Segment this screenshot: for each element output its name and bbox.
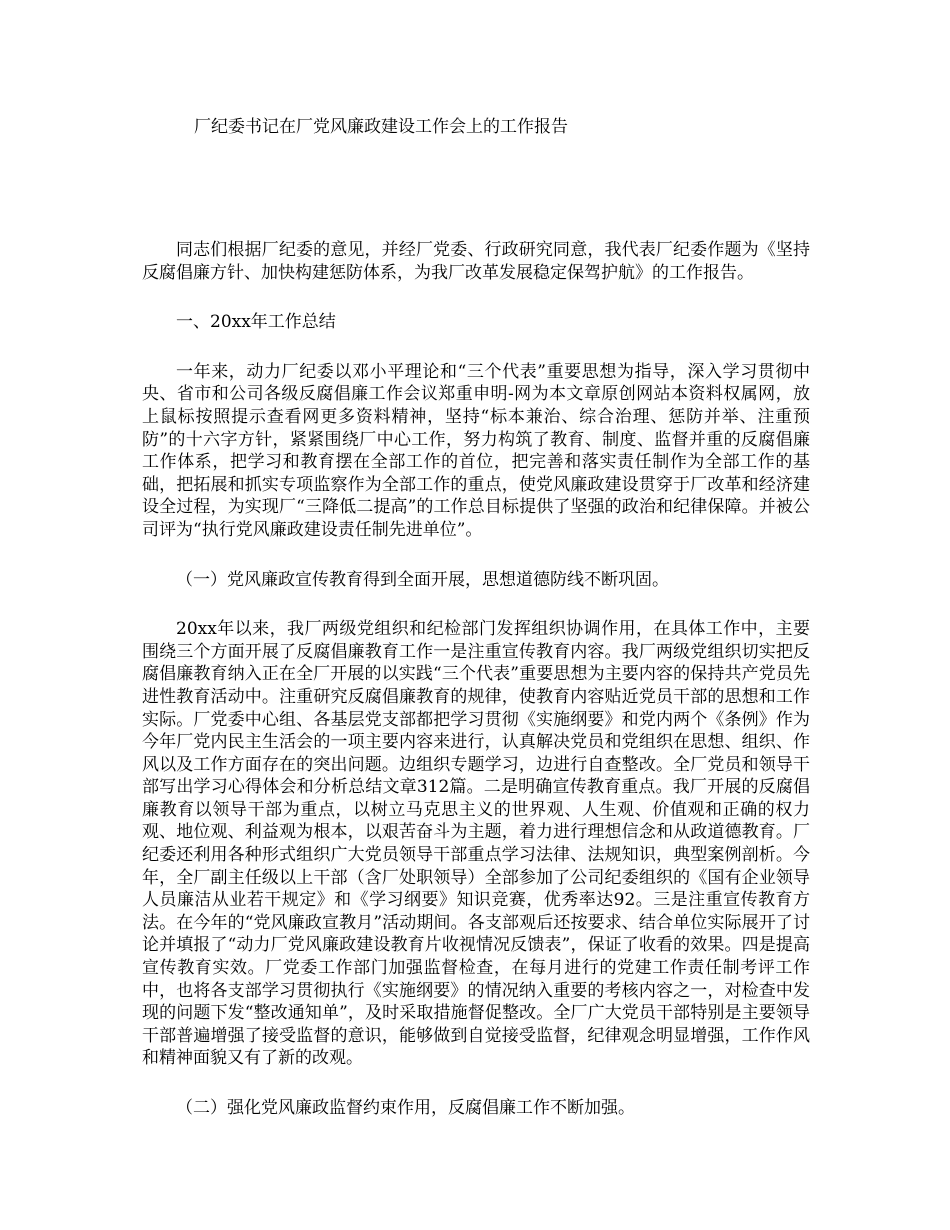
intro-paragraph: 同志们根据厂纪委的意见，并经厂党委、行政研究同意，我代表厂纪委作题为《坚持反腐倡廉方针、加快构建惩防体系，为我厂改革发展稳定保驾护航》的工作报告。 bbox=[142, 240, 810, 283]
document-title: 厂纪委书记在厂党风廉政建设工作会上的工作报告 bbox=[194, 117, 568, 137]
section-heading-summary: 一、20xx年工作总结 bbox=[176, 312, 336, 333]
summary-paragraph: 一年来，动力厂纪委以邓小平理论和“三个代表”重要思想为指导，深入学习贯彻中央、省市和公司各级反腐倡廉工作会议郑重申明-网为本文章原创网站本资料权属网，放上鼠标按照提示查看网更多资料精神，坚持“标本兼治、综合治理、惩防并举、注重预防”的十六字方针，紧紧围绕厂中心工作，努力构筑了教育、制度、监督并重的反腐倡廉工作体系，把学习和教育摆在全部工作的首位，把完善和落实责任制作为全部工作的基础，把拓展和抓实专项监察作为全部工作的重点，使党风廉政建设贯穿于厂改革和经济建设全过程，为实现厂“三降低二提高”的工作总目标提供了坚强的政治和纪律保障。并被公司评为“执行党风廉政建设责任制先进单位”。 bbox=[142, 361, 810, 540]
subsection-heading-supervision: （二）强化党风廉政监督约束作用，反腐倡廉工作不断加强。 bbox=[176, 1098, 635, 1118]
education-paragraph: 20xx年以来，我厂两级党组织和纪检部门发挥组织协调作用，在具体工作中，主要围绕三个方面开展了反腐倡廉教育工作一是注重宣传教育内容。我厂两级党组织切实把反腐倡廉教育纳入正在全厂开展的以实践“三个代表”重要思想为主要内容的保持共产党员先进性教育活动中。注重研究反腐倡廉教育的规律，使教育内容贴近党员干部的思想和工作实际。厂党委中心组、各基层党支部都把学习贯彻《实施纲要》和党内两个《条例》作为今年厂党内民主生活会的一项主要内容来进行，认真解决党员和党组织在思想、组织、作风以及工作方面存在的突出问题。边组织专题学习，边进行自查整改。全厂党员和领导干部写出学习心得体会和分析总结文章312篇。二是明确宣传教育重点。我厂开展的反腐倡廉教育以领导干部为重点，以树立马克思主义的世界观、人生观、价值观和正确的权力观、地位观、利益观为根本，以艰苦奋斗为主题，着力进行理想信念和从政道德教育。厂纪委还利用各种形式组织广大党员领导干部重点学习法律、法规知识，典型案例剖析。今年，全厂副主任级以上干部（含厂处职领导）全部参加了公司纪委组织的《国有企业领导人员廉洁从业若干规定》和《学习纲要》知识竞赛，优秀率达92。三是注重宣传教育方法。在今年的“党风廉政宣教月”活动期间。各支部观后还按要求、结合单位实际展开了讨论并填报了“动力厂党风廉政建设教育片收视情况反馈表”，保证了收看的效果。四是提高宣传教育实效。厂党委工作部门加强监督检查，在每月进行的党建工作责任制考评工作中，也将各支部学习贯彻执行《实施纲要》的情况纳入重要的考核内容之一，对检查中发现的问题下发“整改通知单”，及时采取措施督促整改。全厂广大党员干部特别是主要领导干部普遍增强了接受监督的意识，能够做到自觉接受监督，纪律观念明显增强，工作作风和精神面貌又有了新的改观。 bbox=[142, 619, 810, 1069]
document-body bbox=[142, 239, 810, 1147]
subsection-heading-education: （一）党风廉政宣传教育得到全面开展，思想道德防线不断巩固。 bbox=[176, 569, 669, 590]
